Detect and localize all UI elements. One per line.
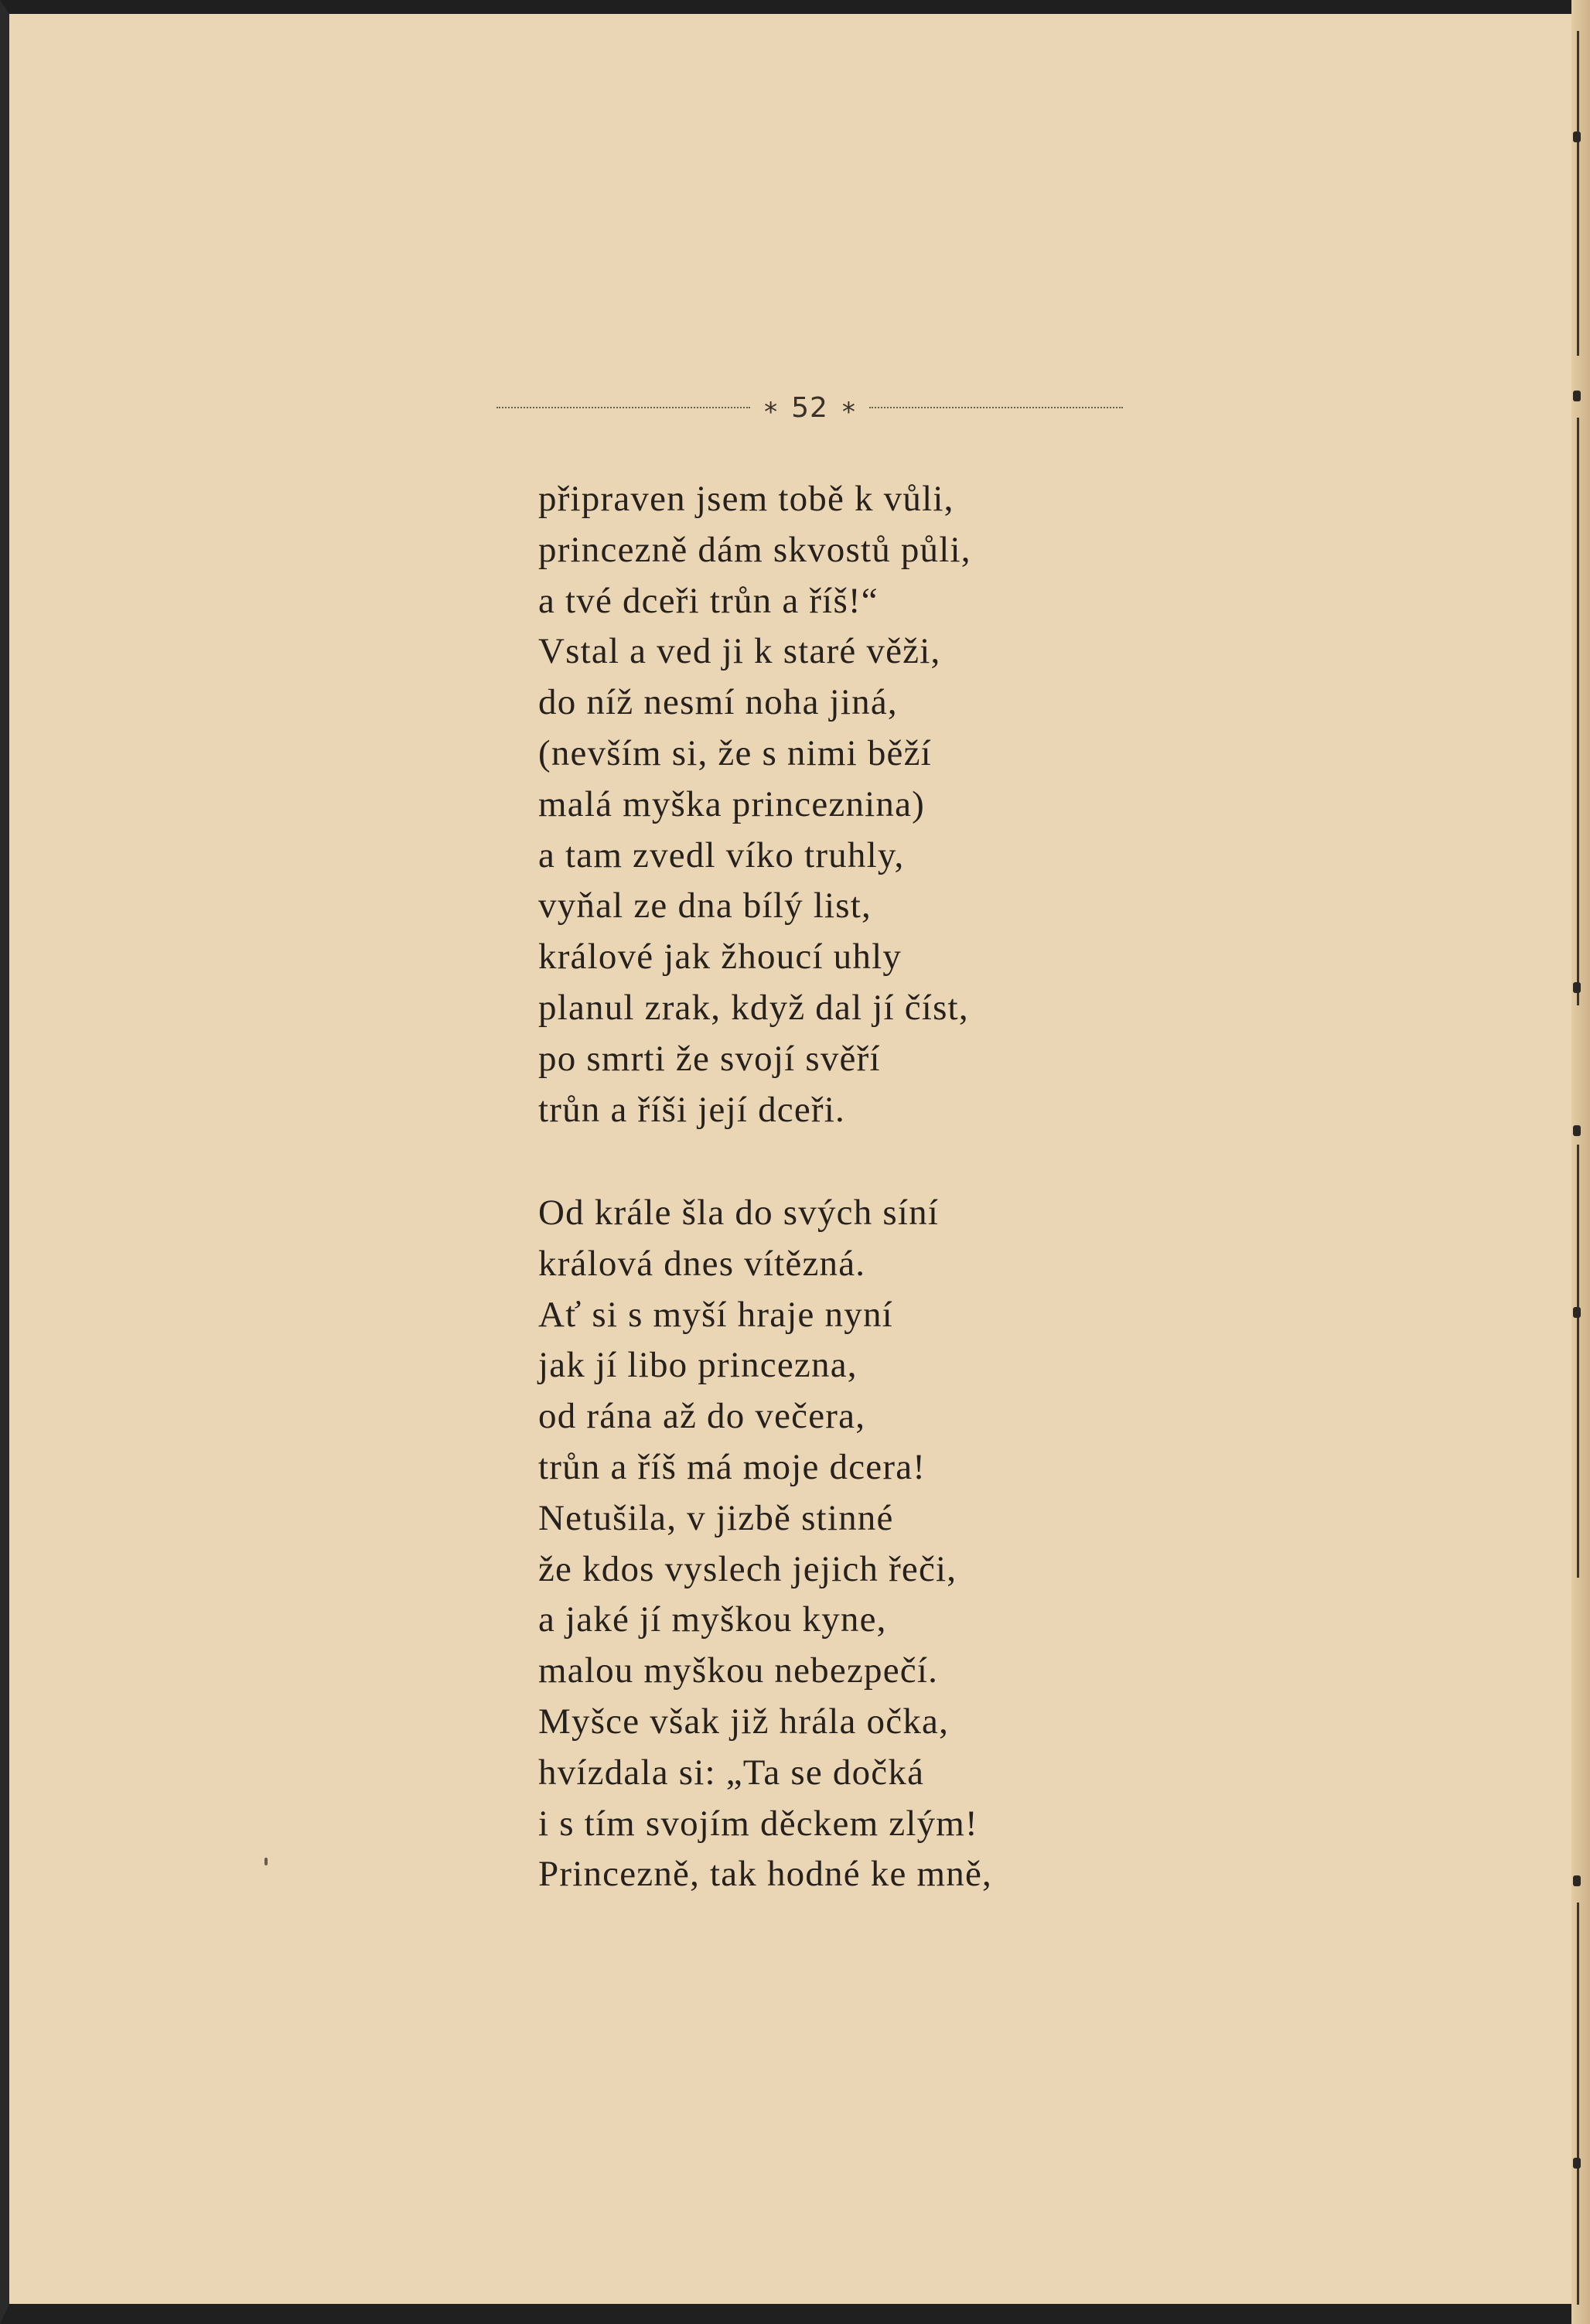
verse-line: trůn a říši její dceři. bbox=[538, 1089, 845, 1130]
verse-line: hvízdala si: „Ta se dočká bbox=[538, 1752, 925, 1793]
edge-mark bbox=[1573, 2158, 1581, 2169]
verse-line: že kdos vyslech jejich řeči, bbox=[538, 1548, 957, 1589]
header-rule-right bbox=[869, 407, 1123, 408]
verse-line: vyňal ze dna bílý list, bbox=[538, 886, 872, 927]
verse-line: od rána až do večera, bbox=[538, 1396, 866, 1437]
edge-binding-line bbox=[1577, 1903, 1579, 2305]
paper-speck bbox=[264, 1858, 268, 1865]
verse-line: Princezně, tak hodné ke mně, bbox=[538, 1854, 992, 1895]
verse-line: Myšce však již hrála očka, bbox=[538, 1701, 950, 1742]
verse-line: králová dnes vítězná. bbox=[538, 1243, 866, 1284]
verse-line: planul zrak, když dal jí číst, bbox=[538, 987, 969, 1028]
edge-mark bbox=[1573, 391, 1581, 401]
edge-mark bbox=[1573, 1307, 1581, 1318]
edge-binding-line bbox=[1577, 31, 1579, 356]
verse-line: trůn a říš má moje dcera! bbox=[538, 1446, 926, 1487]
edge-binding-line bbox=[1577, 418, 1579, 1005]
verse-line: malou myškou nebezpečí. bbox=[538, 1650, 939, 1691]
edge-mark bbox=[1573, 1875, 1581, 1886]
edge-mark bbox=[1573, 131, 1581, 142]
page-edge bbox=[1571, 0, 1590, 2324]
verse-line: malá myška princeznina) bbox=[538, 783, 926, 824]
verse-line: králové jak žhoucí uhly bbox=[538, 937, 902, 978]
edge-binding-line bbox=[1577, 1145, 1579, 1578]
verse-line: princezně dám skvostů půli, bbox=[538, 529, 971, 570]
verse-line: Netušila, v jizbě stinné bbox=[538, 1497, 894, 1538]
verse-line: i s tím svojím děckem zlým! bbox=[538, 1803, 978, 1844]
header-rule-left bbox=[496, 407, 750, 408]
verse-line: připraven jsem tobě k vůli, bbox=[538, 479, 954, 519]
edge-mark bbox=[1573, 1125, 1581, 1136]
stanza-2 bbox=[538, 1188, 1126, 1900]
edge-mark bbox=[1573, 982, 1581, 993]
page-number: 52 bbox=[791, 391, 828, 424]
stanza-1 bbox=[538, 474, 1126, 1135]
verse-line: Ať si s myší hraje nyní bbox=[538, 1294, 893, 1335]
verse-line: po smrti že svojí svěří bbox=[538, 1038, 881, 1079]
asterisk-left-icon: * bbox=[764, 397, 778, 428]
verse-line: a tvé dceři trůn a říš!“ bbox=[538, 580, 879, 621]
verse-line: (nevším si, že s nimi běží bbox=[538, 732, 932, 773]
verse-line: do níž nesmí noha jiná, bbox=[538, 682, 898, 723]
asterisk-right-icon: * bbox=[841, 397, 855, 428]
verse-line: Vstal a ved ji k staré věži, bbox=[538, 631, 941, 672]
page-header bbox=[496, 388, 1123, 427]
verse-line: jak jí libo princezna, bbox=[538, 1345, 858, 1386]
verse-line: a tam zvedl víko truhly, bbox=[538, 834, 905, 875]
verse-line: a jaké jí myškou kyne, bbox=[538, 1599, 887, 1640]
verse-line: Od krále šla do svých síní bbox=[538, 1193, 940, 1233]
